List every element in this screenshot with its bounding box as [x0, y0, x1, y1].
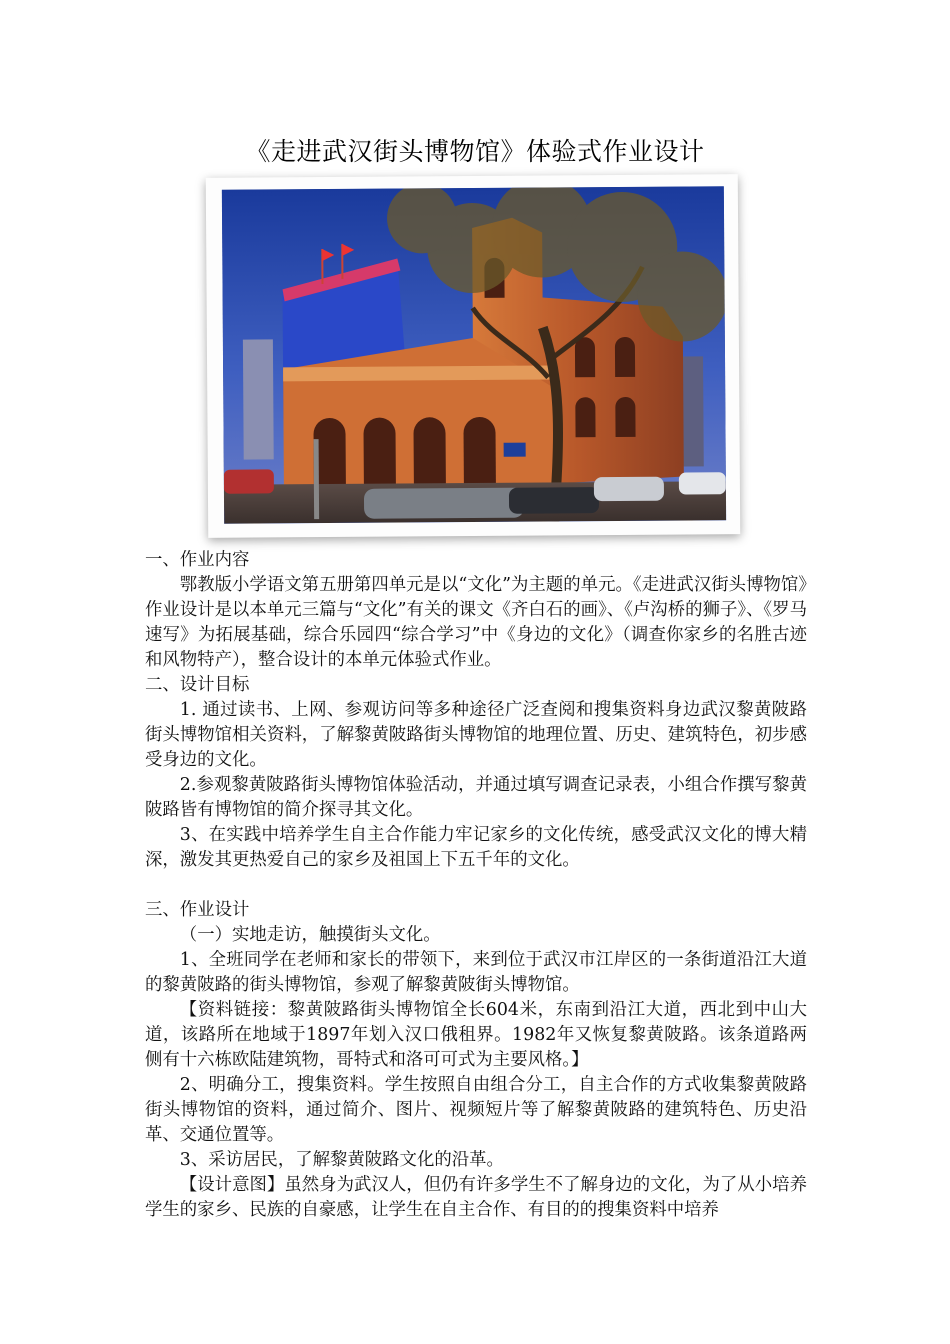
document-title: 《走进武汉街头博物馆》体验式作业设计 [245, 137, 705, 166]
section-2-paragraph-3: 3、在实践中培养学生自主合作能力牢记家乡的文化传统，感受武汉文化的博大精深，激发其更热爱自己的家乡及祖国上下五千年的文化。 [145, 825, 807, 870]
section-2-paragraph-2: 2.参观黎黄陂路街头博物馆体验活动，并通过填写调查记录表，小组合作撰写黎黄陂路皆有博物馆的简介探寻其文化。 [145, 775, 807, 820]
section-3-subheading-1: （一）实地走访，触摸街头文化。 [179, 925, 441, 945]
section-2-heading: 二、设计目标 [145, 675, 250, 695]
section-3-paragraph-4: 3、采访居民，了解黎黄陂路文化的沿革。 [179, 1150, 504, 1170]
section-1-paragraph-1: 鄂教版小学语文第五册第四单元是以“文化”为主题的单元。《走进武汉街头博物馆》作业设计是以本单元三篇与“文化”有关的课文《齐白石的画》、《卢沟桥的狮子》、《罗马速写》为拓展基础，综合乐园四“综合学习”中《身边的文化》（调查你家乡的名胜古迹和风物特产），整合设计的本单元体验式作业。 [145, 575, 807, 670]
section-3-paragraph-2: 【资料链接：黎黄陂路街头博物馆全长604米，东南到沿江大道，西北到中山大道，该路所在地域于1897年划入汉口俄租界。1982年又恢复黎黄陂路。该条道路两侧有十六栋欧陆建筑物，哥特式和洛可可式为主要风格。】 [145, 1000, 807, 1070]
building-photo [222, 186, 726, 523]
photo-frame [206, 174, 741, 538]
body-text [145, 548, 807, 1223]
blank-line [145, 873, 807, 898]
section-3-paragraph-1: 1、全班同学在老师和家长的带领下，来到位于武汉市江岸区的一条街道沿江大道的黎黄陂路的街头博物馆，参观了解黎黄陂街头博物馆。 [145, 950, 807, 995]
section-2-paragraph-1: 1. 通过读书、上网、参观访问等多种途径广泛查阅和搜集资料身边武汉黎黄陂路街头博物馆相关资料，了解黎黄陂路街头博物馆的地理位置、历史、建筑特色，初步感受身边的文化。 [145, 700, 807, 770]
section-3-heading: 三、作业设计 [145, 900, 250, 920]
section-1-heading: 一、作业内容 [145, 550, 250, 570]
building-illustration [222, 186, 726, 523]
section-3-paragraph-5: 【设计意图】虽然身为武汉人，但仍有许多学生不了解身边的文化，为了从小培养学生的家乡、民族的自豪感，让学生在自主合作、有目的的搜集资料中培养 [145, 1175, 807, 1220]
section-3-paragraph-3: 2、明确分工，搜集资料。学生按照自由组合分工，自主合作的方式收集黎黄陂路街头博物馆的资料，通过简介、图片、视频短片等了解黎黄陂路的建筑特色、历史沿革、交通位置等。 [145, 1075, 807, 1145]
